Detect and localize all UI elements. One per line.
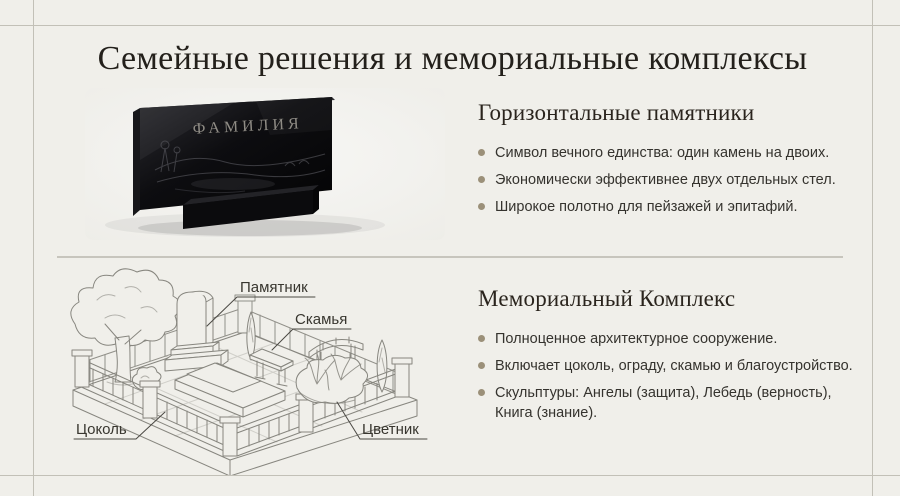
diagram-label-plinth: Цоколь (76, 421, 127, 438)
bullet-text: Широкое полотно для пейзажей и эпитафий. (495, 199, 798, 215)
cypress-tree (377, 340, 387, 392)
bullet-dot (478, 335, 485, 342)
diagram-label-bench: Скамья (295, 311, 348, 328)
bullet-item (478, 197, 870, 217)
diagram-label-monument: Памятник (240, 279, 308, 296)
section-horizontal-monuments (478, 100, 870, 224)
bullet-item (478, 170, 870, 190)
bullet-list (478, 329, 870, 423)
flowerbed (296, 354, 367, 404)
bullet-dot (478, 149, 485, 156)
page-title: Семейные решения и мемориальные комплексы (97, 40, 808, 77)
section-heading: Горизонтальные памятники (478, 100, 755, 125)
bullet-item (478, 143, 870, 163)
frame-line-right (872, 0, 873, 496)
section-heading: Мемориальный Комплекс (478, 286, 736, 311)
horizontal-monument-photo (85, 88, 445, 240)
bullet-dot (478, 176, 485, 183)
section-divider (57, 256, 843, 258)
bullet-item (478, 329, 870, 349)
diagram-label-flowerbed: Цветник (362, 421, 419, 438)
frame-line-bottom (0, 475, 900, 476)
bullet-dot (478, 389, 485, 396)
section-memorial-complex (478, 286, 870, 430)
bullet-text: Скульптуры: Ангелы (защита), Лебедь (верность), Книга (знание). (495, 385, 832, 421)
frame-line-top (0, 25, 900, 26)
memorial-complex-diagram (45, 260, 475, 475)
bullet-text: Полноценное архитектурное сооружение. (495, 331, 778, 347)
bullet-dot (478, 203, 485, 210)
bullet-list (478, 143, 870, 217)
bullet-text: Включает цоколь, ограду, скамью и благоустройство. (495, 358, 853, 374)
engraved-family-name: ФАМИЛИЯ (192, 115, 304, 138)
bullet-dot (478, 362, 485, 369)
bullet-text: Символ вечного единства: один камень на двоих. (495, 145, 830, 161)
bullet-item (478, 383, 870, 423)
bullet-item (478, 356, 870, 376)
bullet-text: Экономически эффективнее двух отдельных стел. (495, 172, 836, 188)
